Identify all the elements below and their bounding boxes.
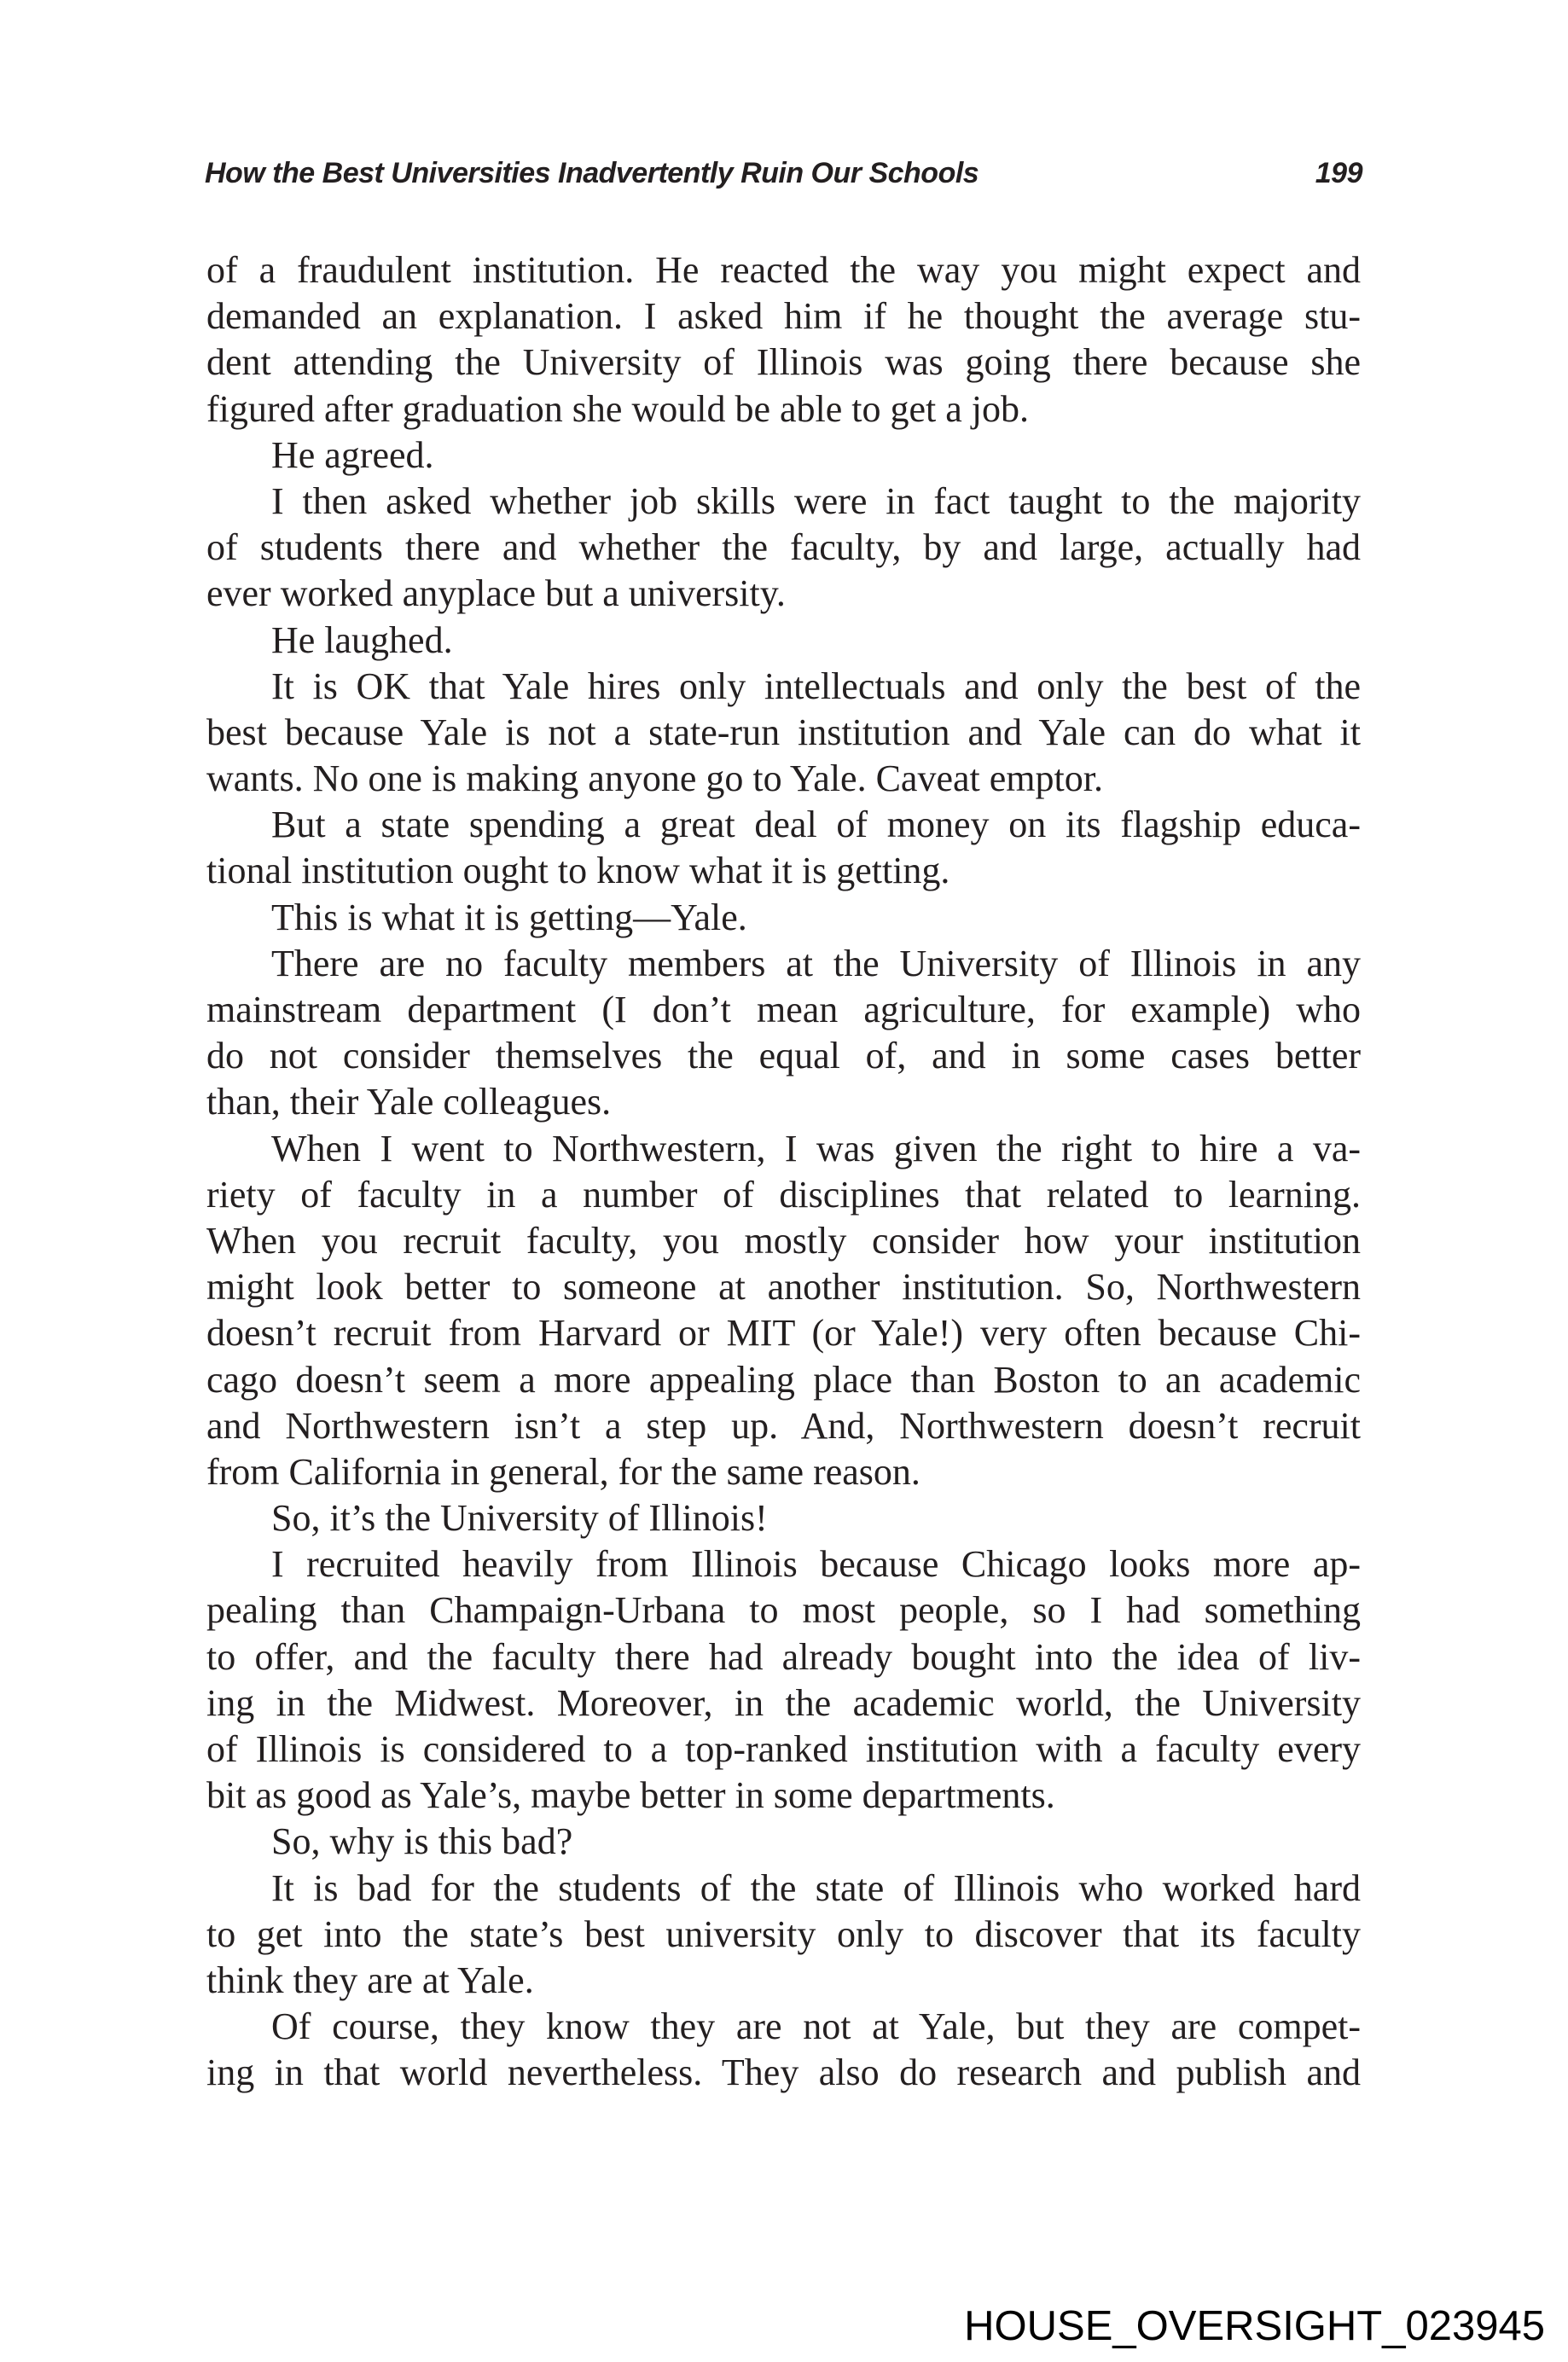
text-line: He laughed. — [271, 618, 453, 661]
text-line: cago doesn’t seem a more appealing place than Boston to an academic — [206, 1358, 1361, 1401]
running-header — [205, 154, 1362, 193]
text-line: dent attending the University of Illinois was going there because she — [206, 341, 1361, 384]
text-line: might look better to someone at another institution. So, Northwestern — [206, 1266, 1361, 1309]
text-line: and Northwestern isn’t a step up. And, Northwestern doesn’t recruit — [206, 1404, 1361, 1447]
text-line: He agreed. — [271, 433, 434, 476]
text-line: So, why is this bad? — [271, 1820, 573, 1863]
text-line: There are no faculty members at the University of Illinois in any — [271, 942, 1361, 984]
text-line: ing in that world nevertheless. They also do research and publish and — [206, 2052, 1361, 2094]
body-text — [206, 247, 1361, 2097]
text-line: I then asked whether job skills were in fact taught to the majority — [271, 479, 1361, 522]
text-line: think they are at Yale. — [206, 1959, 534, 2001]
page-number: 199 — [1315, 157, 1362, 189]
text-line: ing in the Midwest. Moreover, in the academic world, the University — [206, 1681, 1361, 1724]
text-line: I recruited heavily from Illinois because Chicago looks more ap- — [271, 1543, 1361, 1586]
text-line: of a fraudulent institution. He reacted the way you might expect and — [206, 249, 1361, 291]
text-line: to get into the state’s best university only to discover that its faculty — [206, 1912, 1361, 1955]
text-line: ever worked anyplace but a university. — [206, 572, 786, 615]
text-line: figured after graduation she would be able to get a job. — [206, 387, 1030, 430]
text-line: tional institution ought to know what it is getting. — [206, 850, 950, 892]
running-header-title: How the Best Universities Inadvertently Ruin Our Schools — [205, 157, 979, 189]
text-line: This is what it is getting—Yale. — [271, 896, 747, 938]
bates-stamp: HOUSE_OVERSIGHT_023945 — [964, 2303, 1545, 2349]
text-line: doesn’t recruit from Harvard or MIT (or Yale!) very often because Chi- — [206, 1312, 1361, 1355]
text-line: It is bad for the students of the state of Illinois who worked hard — [271, 1866, 1361, 1909]
text-line: wants. No one is making anyone go to Yale. Caveat emptor. — [206, 757, 1103, 800]
text-line: of Illinois is considered to a top-ranked institution with a faculty every — [206, 1728, 1361, 1770]
text-line: It is OK that Yale hires only intellectuals and only the best of the — [271, 664, 1361, 707]
text-line: riety of faculty in a number of disciplines that related to learning. — [206, 1173, 1361, 1216]
text-line: to offer, and the faculty there had already bought into the idea of liv- — [206, 1635, 1361, 1678]
text-line: Of course, they know they are not at Yale, but they are compet- — [271, 2005, 1361, 2048]
text-line: than, their Yale colleagues. — [206, 1081, 612, 1123]
text-line: from California in general, for the same reason. — [206, 1450, 920, 1493]
text-line: bit as good as Yale’s, maybe better in some departments. — [206, 1774, 1055, 1817]
text-line: When you recruit faculty, you mostly consider how your institution — [206, 1219, 1361, 1262]
text-line: best because Yale is not a state-run institution and Yale can do what it — [206, 711, 1361, 753]
text-line: pealing than Champaign-Urbana to most people, so I had something — [206, 1589, 1361, 1632]
text-line: When I went to Northwestern, I was given the right to hire a va- — [271, 1127, 1361, 1169]
text-line: So, it’s the University of Illinois! — [271, 1497, 768, 1540]
text-line: mainstream department (I don’t mean agriculture, for example) who — [206, 989, 1361, 1030]
text-line: do not consider themselves the equal of, and in some cases better — [206, 1035, 1361, 1077]
text-line: of students there and whether the faculty, by and large, actually had — [206, 526, 1361, 569]
text-line: But a state spending a great deal of money on its flagship educa- — [271, 804, 1361, 846]
text-line: demanded an explanation. I asked him if he thought the average stu- — [206, 295, 1361, 338]
